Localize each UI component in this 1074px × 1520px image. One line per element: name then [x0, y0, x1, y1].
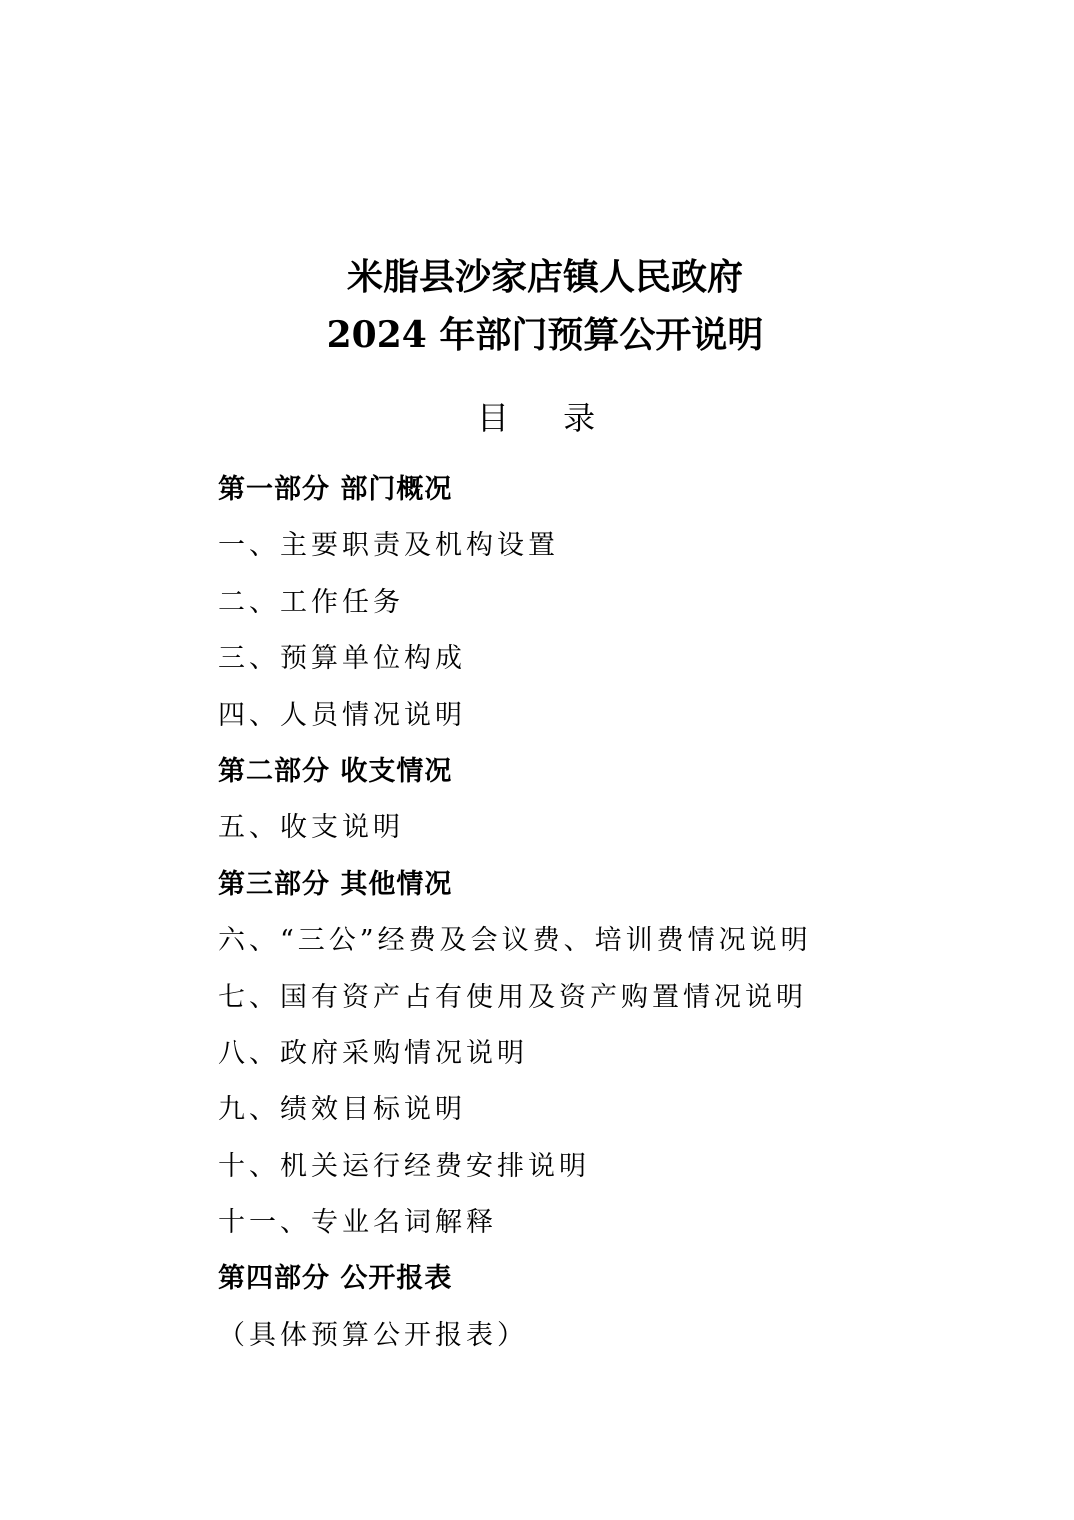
- toc-entry-2: 二、工作任务: [218, 586, 404, 618]
- toc-part-2: 第二部分 收支情况: [218, 755, 453, 787]
- toc-entry-1: 一、主要职责及机构设置: [218, 530, 559, 562]
- toc-entry-8: 八、政府采购情况说明: [218, 1037, 528, 1069]
- toc-entry-9: 九、绩效目标说明: [218, 1094, 466, 1126]
- toc-entry-4: 四、人员情况说明: [218, 699, 466, 731]
- title-line-1: 米脂县沙家店镇人民政府: [346, 256, 743, 298]
- toc-entry-10: 十、机关运行经费安排说明: [218, 1150, 590, 1182]
- table-of-contents: [218, 470, 918, 1372]
- toc-entry-5: 五、收支说明: [218, 812, 404, 844]
- toc-part-4: 第四部分 公开报表: [218, 1263, 453, 1295]
- toc-entry-6: 六、“三公”经费及会议费、培训费情况说明: [218, 925, 812, 957]
- title-line-2: 2024 年部门预算公开说明: [326, 314, 764, 356]
- toc-part-1: 第一部分 部门概况: [218, 474, 453, 505]
- toc-entry-3: 三、预算单位构成: [218, 643, 466, 675]
- toc-entry-7: 七、国有资产占有使用及资产购置情况说明: [218, 981, 807, 1013]
- toc-part-3: 第三部分 其他情况: [218, 868, 453, 900]
- toc-heading: 目 录: [476, 399, 618, 437]
- toc-entry-11: 十一、专业名词解释: [218, 1207, 497, 1239]
- document-title: [0, 248, 1074, 364]
- toc-entry-12: （具体预算公开报表）: [218, 1319, 528, 1351]
